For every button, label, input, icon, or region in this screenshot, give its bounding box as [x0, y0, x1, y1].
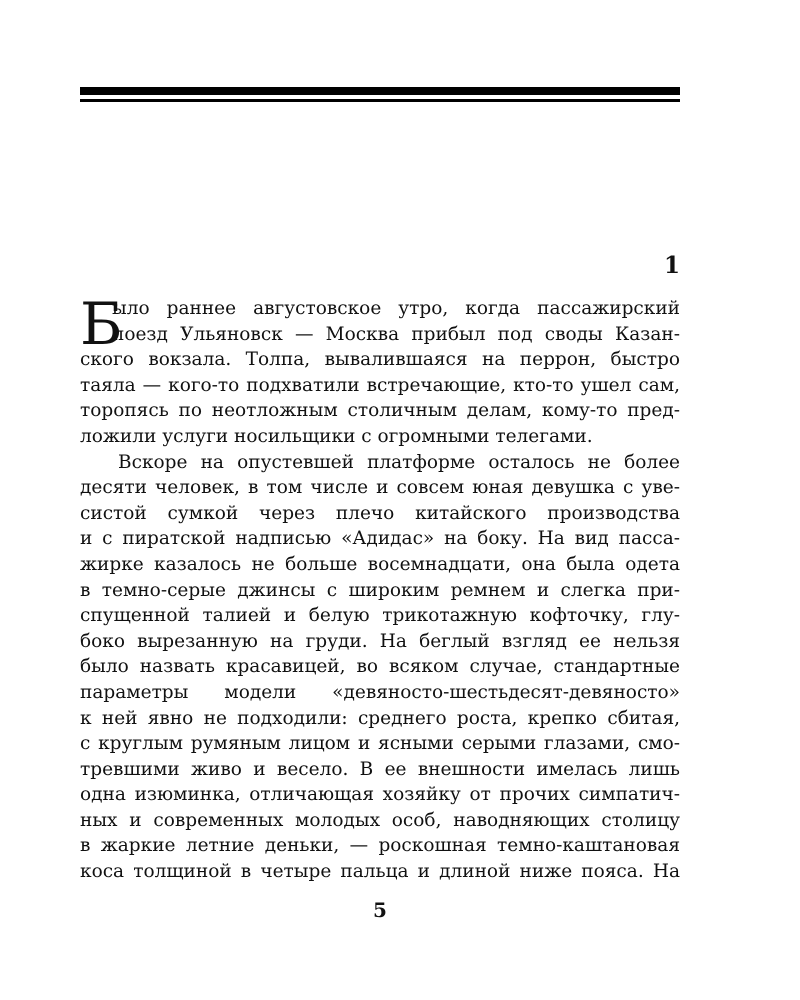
text-line: ных и современных молодых особ, наводняющих столицу	[80, 809, 680, 831]
text-line: к ней явно не подходили: среднего роста, крепко сбитая,	[80, 707, 680, 729]
text-line: одна изюминка, отличающая хозяйку от прочих симпатич-	[80, 784, 680, 806]
text-line: ыло раннее августовское утро, когда пассажирский	[112, 298, 680, 319]
text-line: жирке казалось не больше восемнадцати, она была одета	[80, 553, 680, 575]
text-line: Вскоре на опустевшей платформе осталось не более	[118, 451, 680, 473]
text-line: было назвать красавицей, во всяком случае, стандартные	[80, 656, 680, 678]
text-line: коса толщиной в четыре пальца и длиной ниже пояса. На	[80, 861, 680, 883]
paragraph-1	[80, 290, 680, 450]
text-line: и с пиратской надписью «Адидас» на боку. На вид пасса-	[80, 528, 680, 550]
chapter-number: 1	[663, 252, 680, 279]
text-line: таяла — кого-то подхватили встречающие, кто-то ушел сам,	[80, 374, 680, 396]
text-line: торопясь по неотложным столичным делам, кому-то пред-	[80, 400, 680, 422]
text-line: десяти человек, в том числе и совсем юная девушка с уве-	[80, 477, 680, 499]
header-rule-thin	[80, 99, 680, 102]
body-text	[80, 290, 680, 885]
text-line: параметры модели «девяносто-шестьдесят-девяносто»	[80, 681, 680, 703]
text-line: ского вокзала. Толпа, вывалившаяся на перрон, быстро	[80, 349, 680, 371]
text-line: тревшими живо и весело. В ее внешности имелась лишь	[80, 758, 680, 780]
paragraph-2	[80, 450, 680, 885]
text-line: с круглым румяным лицом и ясными серыми глазами, смо-	[80, 733, 680, 755]
text-line: боко вырезанную на груди. На беглый взгляд ее нельзя	[80, 630, 680, 652]
text-line: в темно-серые джинсы с широким ремнем и слегка при-	[80, 579, 680, 601]
drop-cap: Б	[80, 290, 123, 358]
text-line: ложили услуги носильщики с огромными телегами.	[80, 425, 593, 447]
page-number: 5	[373, 898, 387, 922]
text-line: в жаркие летние деньки, — роскошная темно-каштановая	[80, 835, 680, 857]
text-line: поезд Ульяновск — Москва прибыл под своды Казан-	[112, 323, 680, 345]
text-line: систой сумкой через плечо китайского производства	[80, 502, 680, 524]
text-line: спущенной талией и белую трикотажную кофточку, глу-	[80, 605, 680, 627]
header-rule-thick	[80, 87, 680, 95]
